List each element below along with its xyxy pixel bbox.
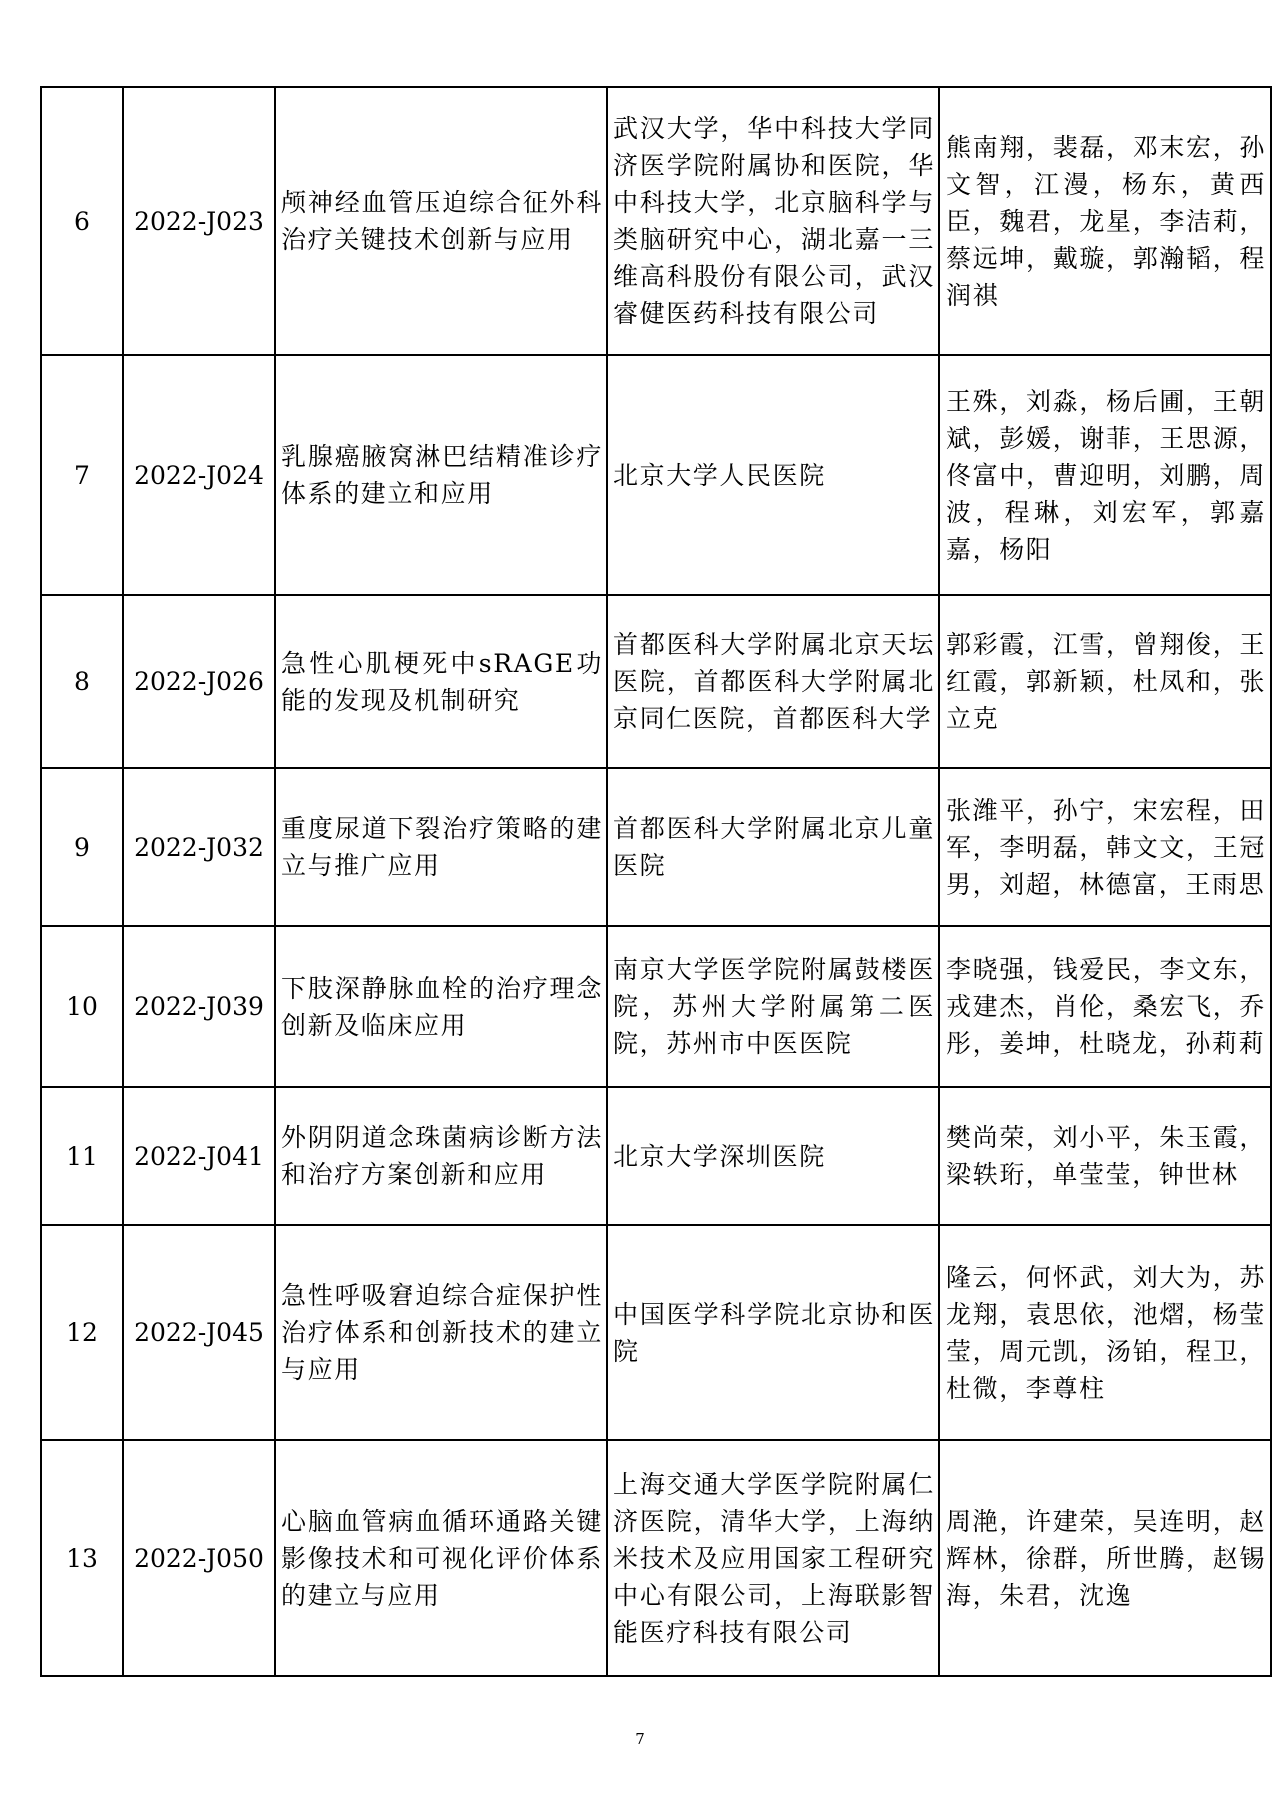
project-title: 心脑血管病血循环通路关键影像技术和可视化评价体系的建立与应用 (275, 1440, 607, 1676)
table-row (41, 87, 1271, 355)
contributors: 熊南翔，裴磊，邓末宏，孙文智，江漫，杨东，黄西臣，魏君，龙星，李洁莉，蔡远坤，戴璇，郭瀚韬，程润祺 (939, 87, 1271, 355)
table-row (41, 1225, 1271, 1440)
organizations: 南京大学医学院附属鼓楼医院，苏州大学附属第二医院，苏州市中医医院 (607, 926, 939, 1087)
table-row (41, 355, 1271, 595)
project-title: 颅神经血管压迫综合征外科治疗关键技术创新与应用 (275, 87, 607, 355)
project-id: 2022-J039 (123, 926, 275, 1087)
organizations: 首都医科大学附属北京儿童医院 (607, 768, 939, 926)
table-row (41, 1440, 1271, 1676)
contributors: 樊尚荣，刘小平，朱玉霞，梁轶珩，单莹莹，钟世林 (939, 1087, 1271, 1225)
row-number: 10 (41, 926, 123, 1087)
awards-table (40, 86, 1272, 1677)
awards-table-container (40, 86, 1272, 1677)
project-id: 2022-J023 (123, 87, 275, 355)
row-number: 11 (41, 1087, 123, 1225)
table-row (41, 926, 1271, 1087)
project-id: 2022-J045 (123, 1225, 275, 1440)
project-title: 下肢深静脉血栓的治疗理念创新及临床应用 (275, 926, 607, 1087)
organizations: 北京大学深圳医院 (607, 1087, 939, 1225)
project-title: 急性呼吸窘迫综合症保护性治疗体系和创新技术的建立与应用 (275, 1225, 607, 1440)
contributors: 周滟，许建荣，吴连明，赵辉林，徐群，所世腾，赵锡海，朱君，沈逸 (939, 1440, 1271, 1676)
table-row (41, 595, 1271, 768)
contributors: 王殊，刘淼，杨后圃，王朝斌，彭媛，谢菲，王思源，佟富中，曹迎明，刘鹏，周波，程琳，刘宏军，郭嘉嘉，杨阳 (939, 355, 1271, 595)
row-number: 6 (41, 87, 123, 355)
project-id: 2022-J032 (123, 768, 275, 926)
row-number: 12 (41, 1225, 123, 1440)
contributors: 郭彩霞，江雪，曾翔俊，王红霞，郭新颖，杜凤和，张立克 (939, 595, 1271, 768)
project-id: 2022-J050 (123, 1440, 275, 1676)
organizations: 北京大学人民医院 (607, 355, 939, 595)
organizations: 武汉大学，华中科技大学同济医学院附属协和医院，华中科技大学，北京脑科学与类脑研究中心，湖北嘉一三维高科股份有限公司，武汉睿健医药科技有限公司 (607, 87, 939, 355)
contributors: 李晓强，钱爱民，李文东，戎建杰，肖伦，桑宏飞，乔彤，姜坤，杜晓龙，孙莉莉 (939, 926, 1271, 1087)
row-number: 8 (41, 595, 123, 768)
row-number: 7 (41, 355, 123, 595)
project-title: 乳腺癌腋窝淋巴结精准诊疗体系的建立和应用 (275, 355, 607, 595)
project-title: 重度尿道下裂治疗策略的建立与推广应用 (275, 768, 607, 926)
organizations: 首都医科大学附属北京天坛医院，首都医科大学附属北京同仁医院，首都医科大学 (607, 595, 939, 768)
row-number: 9 (41, 768, 123, 926)
project-title: 急性心肌梗死中sRAGE功能的发现及机制研究 (275, 595, 607, 768)
project-id: 2022-J024 (123, 355, 275, 595)
page-number: 7 (635, 1730, 645, 1748)
project-id: 2022-J026 (123, 595, 275, 768)
organizations: 上海交通大学医学院附属仁济医院，清华大学，上海纳米技术及应用国家工程研究中心有限公司，上海联影智能医疗科技有限公司 (607, 1440, 939, 1676)
table-row (41, 1087, 1271, 1225)
organizations: 中国医学科学院北京协和医院 (607, 1225, 939, 1440)
table-row (41, 768, 1271, 926)
project-id: 2022-J041 (123, 1087, 275, 1225)
project-title: 外阴阴道念珠菌病诊断方法和治疗方案创新和应用 (275, 1087, 607, 1225)
contributors: 张潍平，孙宁，宋宏程，田军，李明磊，韩文文，王冠男，刘超，林德富，王雨思 (939, 768, 1271, 926)
row-number: 13 (41, 1440, 123, 1676)
contributors: 隆云，何怀武，刘大为，苏龙翔，袁思依，池熠，杨莹莹，周元凯，汤铂，程卫，杜微，李尊柱 (939, 1225, 1271, 1440)
